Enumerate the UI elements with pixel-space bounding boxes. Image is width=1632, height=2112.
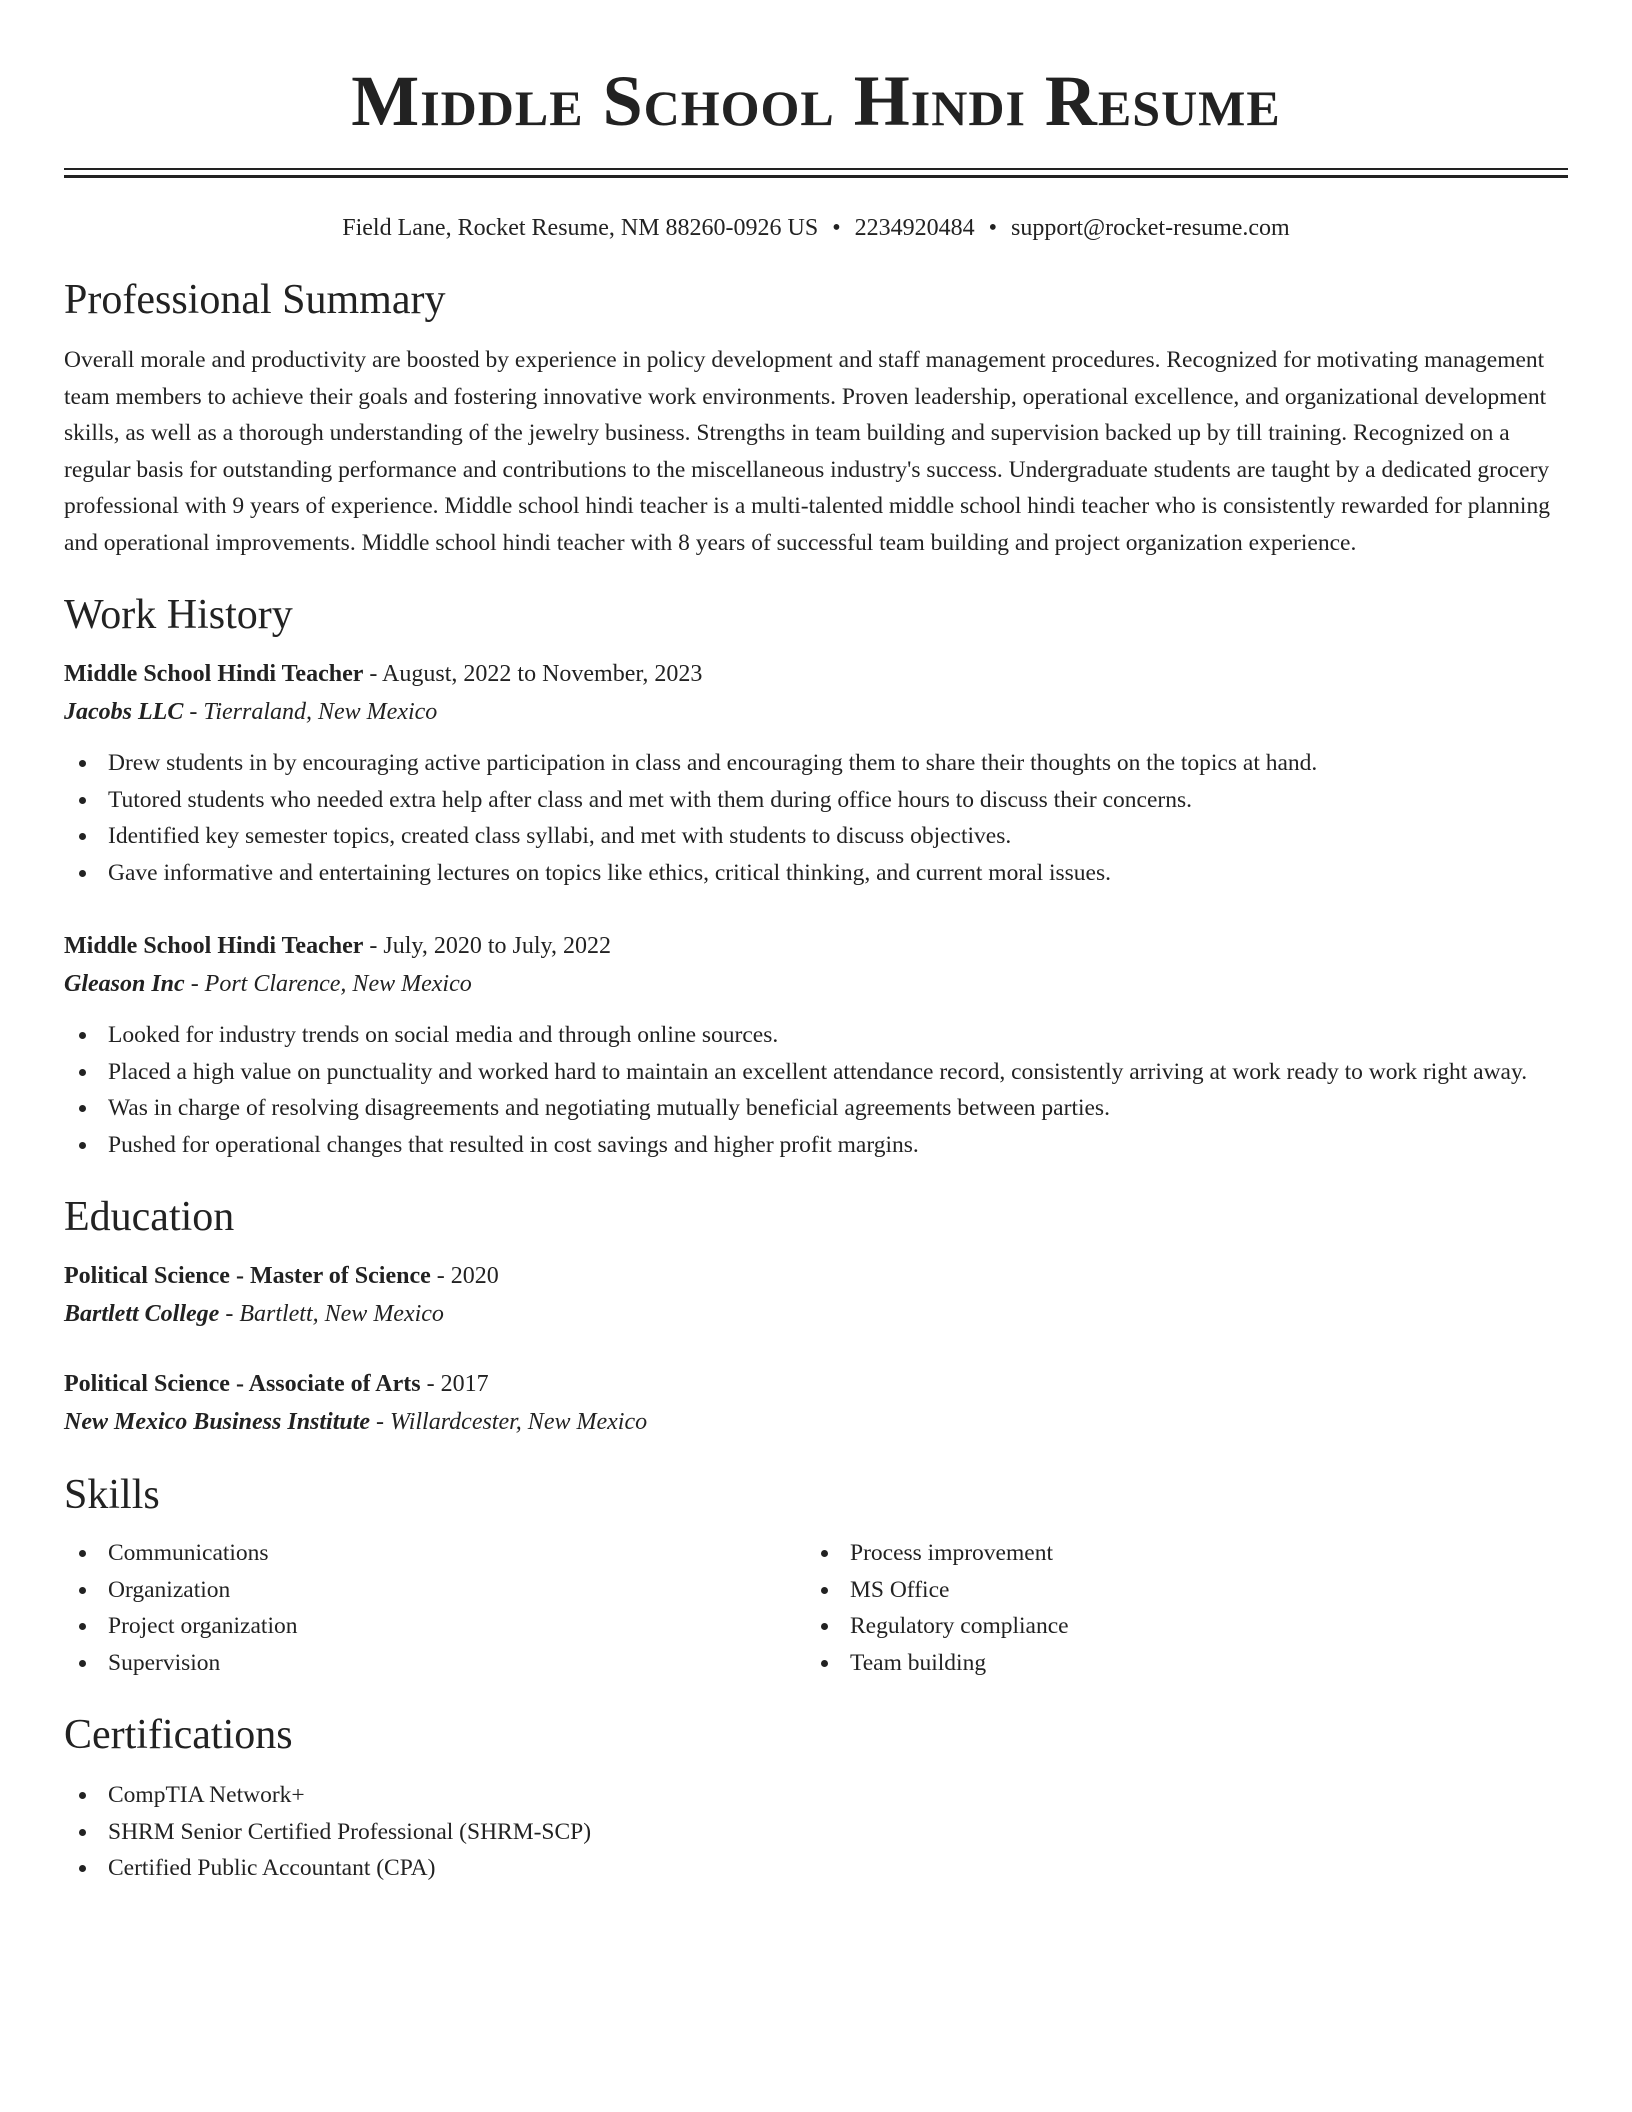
certifications-section (64, 1709, 1568, 1887)
certifications-list (64, 1777, 1568, 1887)
divider-line-top (64, 168, 1568, 170)
job-title: Middle School Hindi Teacher (64, 933, 364, 959)
job-location: - Tierraland, New Mexico (183, 699, 438, 725)
title-divider (64, 168, 1568, 178)
education-degree-line (64, 1365, 1568, 1403)
work-history-heading: Work History (64, 592, 293, 638)
job-company: Gleason Inc (64, 971, 185, 997)
job-bullet: Drew students in by encouraging active participation in class and encouraging them to share their thoughts on the topics at hand. (64, 745, 1568, 782)
certification-item: CompTIA Network+ (64, 1777, 1568, 1814)
contact-separator: • (832, 215, 841, 241)
job-bullet: Tutored students who needed extra help after class and met with them during office hours to discuss their concerns. (64, 782, 1568, 819)
skill-item: MS Office (806, 1572, 1548, 1609)
education-school: Bartlett College (64, 1301, 220, 1327)
resume-title: Middle School Hindi Resume (351, 61, 1281, 141)
contact-separator: • (988, 215, 998, 241)
education-heading: Education (64, 1194, 235, 1240)
skills-list (64, 1535, 806, 1681)
skill-item: Team building (806, 1645, 1548, 1682)
job-bullet: Pushed for operational changes that resulted in cost savings and higher profit margins. (64, 1127, 1568, 1164)
skills-section (64, 1469, 1568, 1681)
skill-item: Process improvement (806, 1535, 1548, 1572)
skills-list (806, 1535, 1548, 1681)
job-company-line (64, 965, 1568, 1003)
education-year: - 2020 (430, 1263, 499, 1289)
contact-line (64, 212, 1568, 244)
work-history-section (64, 589, 1568, 1163)
education-location: - Willardcester, New Mexico (370, 1409, 648, 1435)
skills-column-left (64, 1535, 806, 1681)
skill-item: Project organization (64, 1608, 806, 1645)
job-location: - Port Clarence, New Mexico (184, 971, 472, 997)
certification-item: SHRM Senior Certified Professional (SHRM-SCP) (64, 1814, 1568, 1851)
skill-item: Regulatory compliance (806, 1608, 1548, 1645)
job-bullet: Gave informative and entertaining lectures on topics like ethics, critical thinking, and current moral issues. (64, 855, 1568, 892)
education-entry (64, 1365, 1568, 1441)
job-bullet: Was in charge of resolving disagreements and negotiating mutually beneficial agreements between parties. (64, 1090, 1568, 1127)
skills-grid (64, 1535, 1568, 1681)
job-company-line (64, 693, 1568, 731)
summary-text: Overall morale and productivity are boosted by experience in policy development and staff management procedures. Recognized for motivating management team members to achieve their goals and fostering innovative work environments. Proven leadership, operational excellence, and organizational development skills, as well as a thorough understanding of the jewelry business. Strengths in team building and supervision backed up by till training. Recognized on a regular basis for outstanding performance and contributions to the miscellaneous industry's success. Undergraduate students are taught by a dedicated grocery professional with 9 years of experience. Middle school hindi teacher is a multi-talented middle school hindi teacher who is consistently rewarded for planning and operational improvements. Middle school hindi teacher with 8 years of successful team building and project organization experience. (64, 347, 1550, 556)
education-school-line (64, 1295, 1568, 1333)
summary-heading: Professional Summary (64, 277, 446, 323)
education-school-line (64, 1403, 1568, 1441)
skill-item: Communications (64, 1535, 806, 1572)
job-bullet: Placed a high value on punctuality and worked hard to maintain an excellent attendance record, consistently arriving at work ready to work right away. (64, 1054, 1568, 1091)
education-entry (64, 1257, 1568, 1333)
job-bullet: Identified key semester topics, created class syllabi, and met with students to discuss objectives. (64, 818, 1568, 855)
summary-section (64, 274, 1568, 561)
education-degree-line (64, 1257, 1568, 1295)
job-bullets (64, 1017, 1568, 1163)
skill-item: Supervision (64, 1645, 806, 1682)
contact-email: support@rocket-resume.com (1011, 215, 1290, 241)
contact-address: Field Lane, Rocket Resume, NM 88260-0926 US (342, 215, 819, 241)
contact-phone: 2234920484 (854, 215, 975, 241)
job-dates: - August, 2022 to November, 2023 (363, 661, 703, 687)
job-bullet: Looked for industry trends on social media and through online sources. (64, 1017, 1568, 1054)
education-degree: Political Science - Master of Science (64, 1263, 431, 1289)
job-entry (64, 655, 1568, 891)
certification-item: Certified Public Accountant (CPA) (64, 1850, 1568, 1887)
certifications-heading: Certifications (64, 1712, 293, 1758)
job-entry (64, 927, 1568, 1163)
job-bullets (64, 745, 1568, 891)
skill-item: Organization (64, 1572, 806, 1609)
divider-line-bottom (64, 175, 1568, 178)
job-company: Jacobs LLC (64, 699, 184, 725)
education-section (64, 1191, 1568, 1441)
education-year: - 2017 (420, 1371, 489, 1397)
education-school: New Mexico Business Institute (64, 1409, 371, 1435)
education-degree: Political Science - Associate of Arts (64, 1371, 421, 1397)
job-title-line (64, 927, 1568, 965)
job-title: Middle School Hindi Teacher (64, 661, 364, 687)
job-title-line (64, 655, 1568, 693)
skills-heading: Skills (64, 1472, 160, 1518)
education-location: - Bartlett, New Mexico (219, 1301, 444, 1327)
skills-column-right (806, 1535, 1548, 1681)
job-dates: - July, 2020 to July, 2022 (363, 933, 611, 959)
